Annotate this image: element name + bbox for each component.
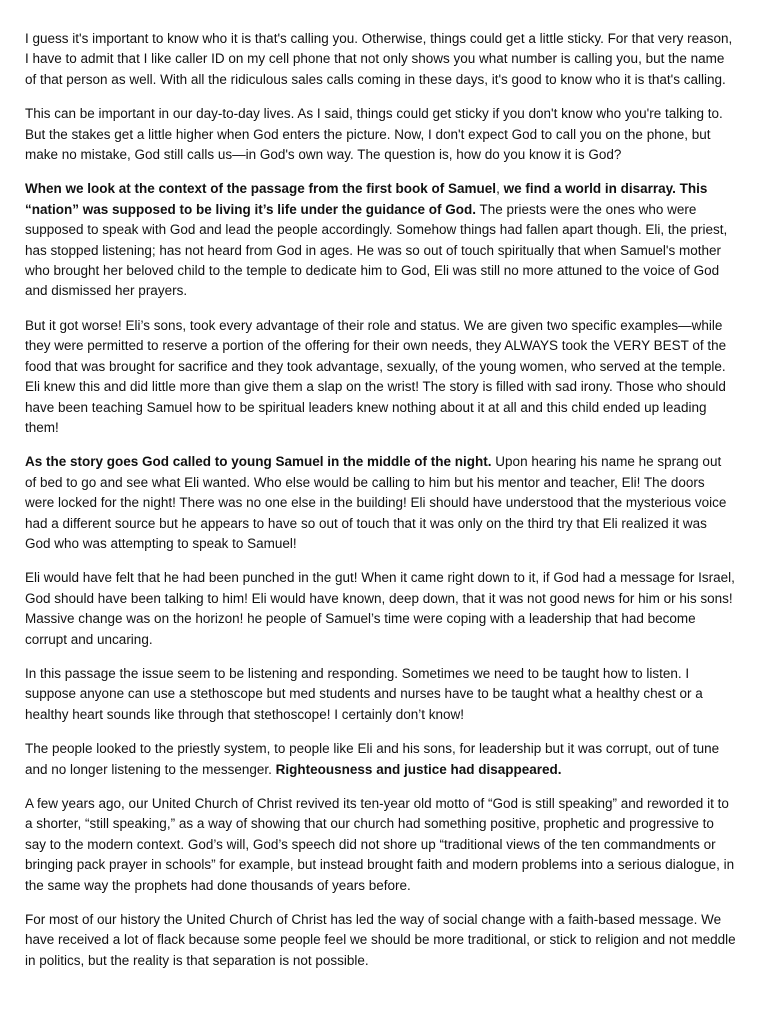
bold-text: Righteousness and justice had disappeared. bbox=[275, 761, 562, 777]
paragraph-text: , bbox=[496, 181, 504, 197]
paragraph-7 bbox=[25, 664, 736, 725]
paragraph-3 bbox=[25, 179, 736, 301]
paragraph-9 bbox=[25, 794, 736, 896]
paragraph-text: A few years ago, our United Church of Christ revived its ten-year old motto of “God is still speaking” and reworded it to a shorter, “still speaking,” as a way of showing that our church had something positive, prophetic and progressive to say to the modern context. God’s will, God’s speech did not shore up “traditional views of the ten commandments or bringing pack prayer in schools” for example, but instead brought faith and modern problems into a serious dialogue, in the same way the prophets had done thousands of years before. bbox=[25, 796, 735, 893]
bold-text: we find a world in disarray. This “nation” was supposed to be living it’s life under the guidance of God. bbox=[25, 181, 708, 217]
paragraph-text: I guess it's important to know who it is that's calling you. Otherwise, things could get a little sticky. For that very reason, I have to admit that I like caller ID on my cell phone that not only shows you what number is calling you, but the name of that person as well. With all the ridiculous sales calls coming in these days, it's good to know who it is that's calling. bbox=[25, 31, 733, 87]
bold-text: As the story goes God called to young Samuel in the middle of the night. bbox=[25, 454, 492, 470]
paragraph-text: The priests were the ones who were supposed to speak with God and lead the people accordingly. Somehow things had fallen apart though. Eli, the priest, has stopped listening; has not heard from God in ages. He was so out of touch spiritually that when Samuel's mother who brought her beloved child to the temple to dedicate him to God, Eli was still no more attuned to the voice of God and dismissed her prayers. bbox=[25, 201, 728, 299]
paragraph-1 bbox=[25, 29, 736, 90]
paragraph-10 bbox=[25, 910, 736, 971]
paragraph-2 bbox=[25, 104, 736, 165]
paragraph-text: The people looked to the priestly system, to people like Eli and his sons, for leadership but it was corrupt, out of tune and no longer listening to the messenger. bbox=[25, 741, 720, 777]
paragraph-5 bbox=[25, 452, 736, 554]
paragraph-4 bbox=[25, 316, 736, 438]
paragraph-text: Eli would have felt that he had been punched in the gut! When it came right down to it, if God had a message for Israel, God should have been talking to him! Eli would have known, deep down, that it was not good news for him or his sons! Massive change was on the horizon! he people of Samuel’s time were coping with a leadership that had become corrupt and uncaring. bbox=[25, 570, 735, 647]
paragraph-text: Upon hearing his name he sprang out of bed to go and see what Eli wanted. Who else would be calling to him but his mentor and teacher, Eli! The doors were locked for the night! There was no one else in the building! Eli should have understood that the mysterious voice had a different source but he appears to have so out of touch that it was only on the third try that Eli realized it was God who was attempting to speak to Samuel! bbox=[25, 454, 727, 551]
paragraph-8 bbox=[25, 739, 736, 780]
paragraph-6 bbox=[25, 568, 736, 650]
bold-text: When we look at the context of the passage from the first book of Samuel bbox=[25, 181, 497, 197]
paragraph-text: But it got worse! Eli’s sons, took every advantage of their role and status. We are given two specific examples—while they were permitted to reserve a portion of the offering for their own needs, they ALWAYS took the VERY BEST of the food that was brought for sacrifice and they took advantage, sexually, of the young women, who served at the temple. Eli knew this and did little more than give them a slap on the wrist! The story is filled with sad irony. Those who should have been teaching Samuel how to be spiritual leaders knew nothing about it at all and this child ended up leading them! bbox=[25, 317, 727, 435]
paragraph-text: In this passage the issue seem to be listening and responding. Sometimes we need to be taught how to listen. I suppose anyone can use a stethoscope but med students and nurses have to be taught what a healthy chest or a healthy heart sounds like through that stethoscope! I certainly don’t know! bbox=[25, 665, 703, 722]
paragraph-text: This can be important in our day-to-day lives. As I said, things could get sticky if you don't know who you're talking to. But the stakes get a little higher when God enters the picture. Now, I don't expect God to call you on the phone, but make no mistake, God still calls us—in God's own way. The question is, how do you know it is God? bbox=[25, 106, 723, 163]
paragraph-text: For most of our history the United Church of Christ has led the way of social change with a faith-based message. We have received a lot of flack because some people feel we should be more traditional, or stick to religion and not meddle in politics, but the reality is that separation is not possible. bbox=[25, 912, 736, 968]
